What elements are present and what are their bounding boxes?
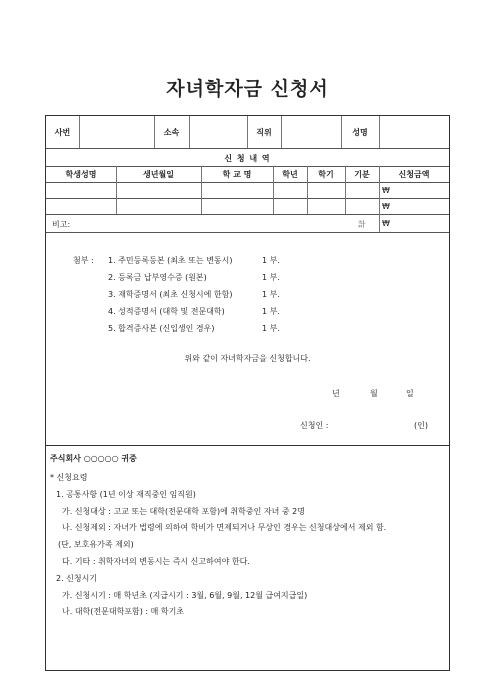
section-title: 신 청 내 역 <box>224 154 271 163</box>
bigo-label: 비고: <box>52 220 71 229</box>
attach-qty: 1 부. <box>262 256 280 265</box>
divider <box>46 166 449 167</box>
attach-label: 첨부 : <box>73 256 94 265</box>
divider <box>273 166 274 214</box>
divider <box>46 198 449 199</box>
attach-item: 4. 성적증명서 (대학 및 전문대학) <box>108 307 225 316</box>
guide-line: 다. 기타 : 취학자녀의 변동시는 즉시 신고하여야 한다. <box>62 557 250 566</box>
total-label: 計 <box>358 220 366 229</box>
jikwi-field[interactable] <box>284 121 338 143</box>
attach-qty: 1 부. <box>262 324 280 333</box>
col-birthdate: 생년월일 <box>143 170 174 179</box>
guide-line: 가. 신청대상 : 고교 또는 대학(전문대학 포함)에 취학중인 자녀 중 2명 <box>62 507 305 516</box>
guide-heading: * 신청요령 <box>50 473 88 482</box>
guide-line: (단, 보호유가족 제외) <box>58 540 134 549</box>
col-grade: 학년 <box>282 170 298 179</box>
attach-qty: 1 부. <box>262 307 280 316</box>
divider <box>79 116 80 148</box>
divider <box>116 166 117 214</box>
sosok-field[interactable] <box>192 121 244 143</box>
divider <box>46 182 449 183</box>
divider <box>189 116 190 148</box>
amount-won-total: ₩ <box>382 219 390 228</box>
label-seongmyeong: 성명 <box>352 128 368 137</box>
amount-won-2: ₩ <box>382 202 390 211</box>
seongmyeong-field[interactable] <box>382 121 446 143</box>
attach-item: 1. 주민등록등본 (최초 또는 변동시) <box>108 256 233 265</box>
attach-qty: 1 부. <box>262 290 280 299</box>
label-jikwi: 직위 <box>256 128 272 137</box>
label-sosok: 소속 <box>163 128 180 137</box>
divider <box>46 445 449 446</box>
col-amount: 신청금액 <box>398 170 430 179</box>
attach-item: 5. 합격증사본 (신입생인 경우) <box>108 324 215 333</box>
divider <box>379 166 380 232</box>
guide-line: 2. 신청시기 <box>56 574 98 583</box>
col-student-name: 학생성명 <box>65 170 97 179</box>
divider <box>46 148 449 149</box>
application-form <box>45 115 450 671</box>
guide-line: 나. 신청제외 : 자녀가 법령에 의하여 학비가 면제되거나 무상인 경우는 신청대상에서 제외 함. <box>62 523 387 532</box>
company-recipient: 주식회사 ○○○○○ 귀중 <box>50 454 137 463</box>
divider <box>46 232 449 233</box>
divider <box>345 166 346 214</box>
attach-item: 3. 재학증명서 (최초 신청시에 한함) <box>108 290 233 299</box>
col-school-name: 학 교 명 <box>222 170 252 179</box>
request-sentence: 위와 같이 자녀학자금을 신청합니다. <box>184 354 311 363</box>
divider <box>307 166 308 214</box>
divider <box>281 116 282 148</box>
seal-mark: (인) <box>414 421 428 430</box>
col-semester: 학기 <box>318 170 334 179</box>
divider <box>46 214 449 215</box>
attach-item: 2. 등록금 납부영수증 (원본) <box>108 273 207 282</box>
divider <box>201 166 202 214</box>
attach-qty: 1 부. <box>262 273 280 282</box>
label-sabeon: 사번 <box>54 128 71 137</box>
sabeon-field[interactable] <box>82 121 150 143</box>
divider <box>379 116 380 148</box>
date-month: 월 <box>370 389 378 398</box>
date-year: 년 <box>332 389 340 398</box>
guide-line: 나. 대학(전문대학포함) : 매 학기초 <box>62 607 185 616</box>
date-day: 일 <box>406 389 414 398</box>
col-period: 기분 <box>354 170 370 179</box>
guide-line: 1. 공통사항 (1년 이상 재직중인 임직원) <box>56 490 196 499</box>
applicant-label: 신청인 : <box>300 421 329 430</box>
form-title: 자녀학자금 신청서 <box>166 78 329 100</box>
guide-line: 가. 신청시기 : 매 학년초 (지급시기 : 3월, 6월, 9월, 12월 급여지급일) <box>62 591 308 600</box>
amount-won-1: ₩ <box>382 186 390 195</box>
